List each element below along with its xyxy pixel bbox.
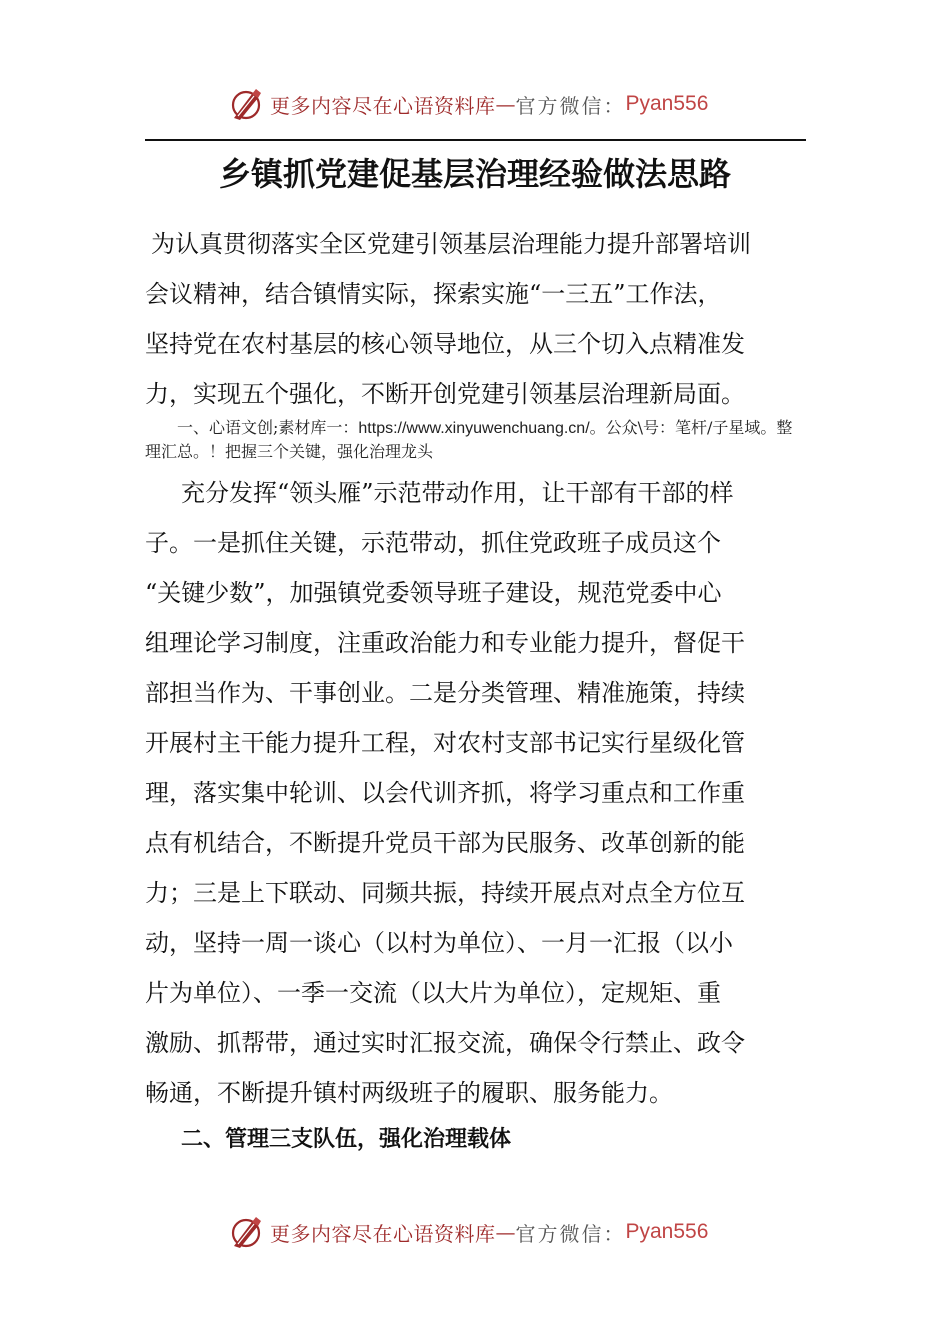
- body-line: “关键少数”，加强镇党委领导班子建设，规范党委中心: [145, 579, 722, 607]
- body-line: 充分发挥“领头雁”示范带动作用，让干部有干部的样: [181, 479, 734, 507]
- header-rule: [145, 139, 806, 141]
- pen-nib-logo-icon: [228, 1214, 264, 1250]
- note-text-1: 一、心语文创;素材库一：: [177, 418, 359, 437]
- footer-banner: [0, 1210, 950, 1254]
- body-line: 动，坚持一周一谈心（以村为单位）、一月一汇报（以小: [145, 929, 733, 957]
- pen-nib-logo-icon: [228, 86, 264, 122]
- banner-text: 更多内容尽在心语资料库: [270, 93, 496, 118]
- banner-wechat-label: 官方微信：: [515, 1221, 626, 1246]
- body-line: 组理论学习制度，注重政治能力和专业能力提升，督促干: [145, 629, 745, 657]
- body-line: 片为单位）、一季一交流（以大片为单位），定规矩、重: [145, 979, 721, 1007]
- body-line: 点有机结合，不断提升党员干部为民服务、改革创新的能: [145, 829, 745, 857]
- section-heading-2: 二、管理三支队伍，强化治理载体: [181, 1127, 512, 1152]
- document-title: 乡镇抓党建促基层治理经验做法思路: [218, 155, 731, 193]
- header-banner: [0, 82, 950, 126]
- body-line: 理，落实集中轮训、以会代训齐抓，将学习重点和工作重: [145, 779, 745, 807]
- intro-line: 力，实现五个强化，不断开创党建引领基层治理新局面。: [145, 380, 745, 408]
- source-note: [145, 416, 805, 463]
- banner-dash: —: [495, 92, 516, 116]
- body-line: 畅通，不断提升镇村两级班子的履职、服务能力。: [145, 1079, 673, 1107]
- banner-wechat-label: 官方微信：: [515, 93, 626, 118]
- banner-text: 更多内容尽在心语资料库: [270, 1221, 496, 1246]
- intro-line: 会议精神，结合镇情实际，探索实施“一三五”工作法，: [145, 280, 722, 308]
- body-line: 开展村主干能力提升工程，对农村支部书记实行星级化管: [145, 729, 745, 757]
- body-line: 激励、抓帮带，通过实时汇报交流，确保令行禁止、政令: [145, 1029, 745, 1057]
- intro-line: 坚持党在农村基层的核心领导地位，从三个切入点精准发: [145, 330, 745, 358]
- intro-line: 为认真贯彻落实全区党建引领基层治理能力提升部署培训: [151, 230, 751, 258]
- body-line: 力；三是上下联动、同频共振，持续开展点对点全方位互: [145, 879, 745, 907]
- body-line: 子。一是抓住关键，示范带动，抓住党政班子成员这个: [145, 529, 721, 557]
- body-paragraph: [145, 468, 810, 1118]
- note-url: https://www.xinyuwenchuang.cn/: [358, 420, 590, 437]
- body-line: 部担当作为、干事创业。二是分类管理、精准施策，持续: [145, 679, 745, 707]
- banner-wechat-id: Pyan556: [625, 1220, 709, 1243]
- intro-paragraph: [145, 219, 810, 419]
- banner-wechat-id: Pyan556: [625, 92, 709, 115]
- banner-dash: —: [495, 1220, 516, 1244]
- note-text-2: 。公众\号：笔杆/子星域。整理汇总。！把握三个关键，强化治理龙头: [145, 418, 793, 461]
